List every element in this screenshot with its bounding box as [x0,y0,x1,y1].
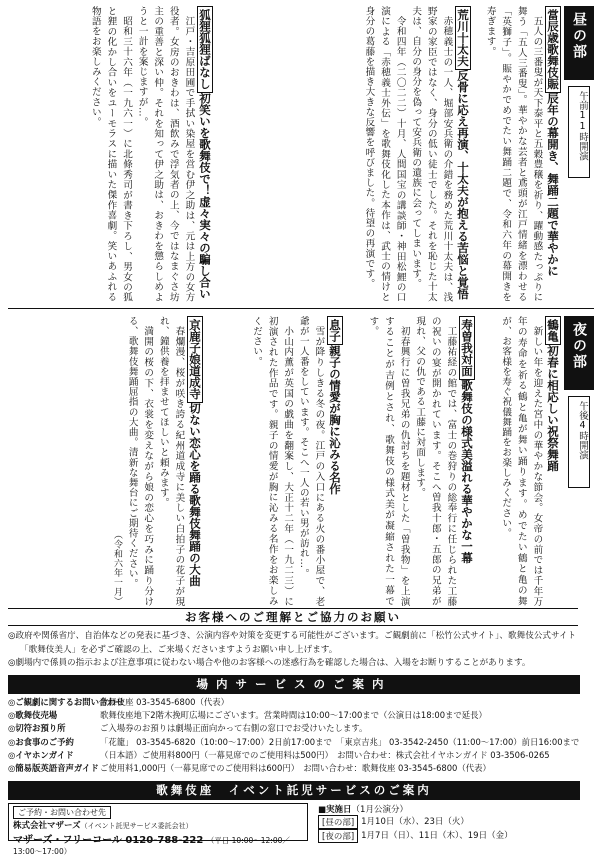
hiru-article-1-title: 辰年の幕開き、舞踊二題で華やかに [546,92,560,277]
hiru-article-2-heading [454,6,470,302]
hiru-article-1 [474,6,560,302]
service-list [8,696,580,775]
kids-yoru-dates: 1月7日（日）、11日（木）、19日（金） [361,831,513,841]
service-row [8,722,580,735]
yoru-time: 午後4時開演 [577,401,588,460]
hiru-article-3-body-1: 江戸・吉原田圃で手拭い染屋を営む伊之助は、元は上方の女方役者。女房のおきわは、酒飲みで浮気者の上、今ではなまぐさ坊主の重善と深い仲。それを知って伊之助は、おきわを懲らしめようと一計を案じますが…。 [136,6,195,302]
yoru-time-badge [568,396,590,488]
hiru-article-2-body-1: 赤穂義士の一人、堀部安兵衛の介錯を務めた荒川十太夫は、浅野家の家臣ではなく、身分の低い徒士でした。それを恥じた十太夫は、自分の身分を偽って安兵衛の遺族に会ってしまいます。 [410,6,453,302]
yoru-article-3-body-1: 雪が降りしきる冬の夜。江戸の入口にある火の番小屋で、老爺が一人番をしています。そこへ一人の若い男が訪れ…。 [297,316,325,606]
service-row-value: 「花籠」 03-3545-6820（10:00〜17:00）2日前17:00まで 「東京吉兆」 03-3542-2450（11:00〜17:00）前日16:00まで [100,736,580,747]
yoru-article-4-date: （令和六年一月） [112,530,123,606]
service-row-key: ◎ご観劇に関するお問い合わせ [8,697,125,707]
kids-tel-line [13,831,303,857]
kids-impl-title: ■実施日 [318,805,352,815]
service-row [8,736,580,749]
kids-tel-hours: （平日 10:00〜12:00／13:00〜17:00） [13,836,290,856]
service-row-key: ◎イヤホンガイド [8,749,74,760]
service-row [8,762,580,775]
hiru-article-3-tag: 狐狸狐狸ばなし [197,6,213,93]
yoru-article-1-body: 新しい年を迎えた宮中の華やかな節会。女帝の前では千年万年の寿命を祈る鶴と亀が舞い踊ります。めでたい鶴と亀の舞が、お客様を寿ぐ祝儀舞踊をお楽しみください。 [500,316,543,606]
hiru-article-1-heading [544,6,560,302]
yoru-article-4 [8,316,202,606]
kids-org: 株式会社マザーズ [13,821,81,831]
section-divider [8,308,594,309]
kids-tel-label: マザーズ・フリーコール [13,835,122,846]
hiru-article-2-title: 反骨に応え再演、十太夫が抱える苦悩と覚悟 [456,69,470,300]
kids-tel[interactable]: 0120-788-222 [125,835,204,846]
yoru-section-label [564,316,594,390]
kids-yoru-label: [夜の部] [318,829,358,843]
hiru-article-3-body-2: 昭和三十六年（一九六一）に北條秀司が書き下ろし、男女の狐と狸の化かし合いをユーモラスに描いた傑作喜劇。笑いあふれる物語をお楽しみください。 [89,6,133,302]
yoru-article-1 [478,316,560,606]
service-row [8,696,580,709]
kids-org-note: （イベント託児サービス委託会社） [80,822,193,830]
yoru-article-2-heading [458,316,474,606]
notice-title: お客様へのご理解とご協力のお願い [8,608,578,626]
service-row [8,709,580,722]
kids-title-bar: 歌舞伎座 イベント託児サービスのご案内 [8,781,580,800]
hiru-time: 午前11時開演 [577,91,588,161]
service-title-bar: 場内サービスのご案内 [8,675,580,694]
yoru-article-4-tag: 京鹿子娘道成寺 [187,316,203,403]
notice-item: ◎政府や関係省庁、自治体などの発表に基づき、公演内容や対策を変更する可能性がございます。ご観劇前に「松竹公式サイト」、歌舞伎公式サイト「歌舞伎美人」を必ずご確認の上、ご来場くださいますようお願い申し上げます。 [8,631,577,655]
yoru-article-4-body-2: 満開の桜の下、衣裳を変えながら娘の恋心を巧みに踊り分ける、歌舞伎舞踊屈指の大曲。清新な舞台にご期待ください。 [126,316,154,606]
kids-yoru-row [318,829,580,843]
kids-hiru-label: [昼の部] [318,815,358,829]
hiru-article-2-body-2: 令和四年（二〇二二）十月、人間国宝の講談師・神田松鯉の口演による「赤穂義士外伝」を歌舞伎化した本作は、武士の情けと身分の葛藤を描き大きな反響を呼びました。待望の再演です。 [363,6,406,302]
yoru-article-3 [206,316,342,606]
notice-item: ◎劇場内で係員の指示および注意事項に従わない場合や他のお客様への迷惑行為を確認した場合は、入場をお断りすることがあります。 [8,658,531,668]
yoru-article-2-tag: 寿曽我対面 [459,316,475,380]
hiru-article-2 [216,6,470,302]
yoru-article-1-title: 初春に相応しい祝祭舞踊 [546,345,560,472]
service-row-value: ご入場券のお預りは劇場正面向かって右側の窓口でお受けいたします。 [100,723,368,734]
yoru-article-4-body-1: 春爛漫、桜が咲き誇る紀州道成寺に美しい白拍子の花子が現れ、鐘供養を拝ませてほしいと頼みます。 [157,316,185,606]
service-row-key: ◎切符お預り所 [8,723,66,734]
kids-org-line [13,819,303,831]
hiru-article-3-heading [196,6,212,302]
service-row-key: ◎簡易版英語音声ガイド [8,763,99,774]
service-row-value: （日本語）ご使用料800円（一幕見席でのご使用料は500円） お問い合わせ：株式会社イヤホンガイド 03-3506-0265 [100,749,550,760]
service-row-key: ◎歌舞伎売場 [8,710,58,721]
service-row-value: 歌舞伎座 03-3545-6800（代表） [100,697,229,707]
yoru-article-2-title: 歌舞伎の様式美溢れる華やかな一幕 [460,379,474,564]
yoru-article-2-body-2: 初春興行に曽我兄弟の仇討ちを題材とした「曽我物」を上演することが吉例とされ、歌舞伎の様式美が凝縮された一幕です。 [367,316,410,606]
yoru-article-2-body-1: 工藤祐経の館では、富士の巻狩りの総奉行に任じられた工藤の祝いの宴が開かれています。そこへ曽我十郎・五郎の兄弟が現れ、父の仇である工藤に対面します。 [414,316,457,606]
service-row-key: ◎お食事のご予約 [8,736,74,747]
yoru-article-3-tag: 息子 [327,316,343,345]
service-row-value: ご使用料1,000円（一幕見席でのご使用料は600円） お問い合わせ：歌舞伎座 03-3545-6800（代表） [100,763,491,774]
hiru-label: 昼の部 [571,12,587,60]
yoru-article-4-title: 切ない恋心を踊る歌舞伎舞踊の大曲 [188,402,202,587]
yoru-article-3-heading [326,316,342,606]
hiru-section-label [564,6,594,80]
hiru-time-badge [568,86,590,178]
yoru-article-4-heading [186,316,202,606]
hiru-article-3 [8,6,212,302]
yoru-article-1-heading [544,316,560,606]
kids-hiru-dates: 1月10日（水）、23日（火） [361,817,469,827]
hiru-article-3-title: 初笑いを歌舞伎で！虚々実々の騙し合い [198,92,212,300]
yoru-article-3-body-2: 小山内薫が英国の戯曲を翻案し、大正十二年（一九二三）に初演された作品です。親子の情愛が胸に沁みる名作をお楽しみください。 [251,316,294,606]
service-row [8,749,580,762]
kids-impl-note: （1月公演分） [351,805,408,815]
kids-dates-box [318,803,580,841]
notice-list [8,630,580,671]
yoru-article-3-title: 親子の情愛が胸に沁みる名作 [328,345,342,495]
hiru-article-1-body: 五人の三番叟が天下泰平と五穀豊穣を祈り、躍動感たっぷりに舞う「五人三番叟」。華やかな芸者と鳶頭が江戸情緒を漂わせる「英獅子」。賑やかでめでたい舞踊二題で、令和六年の幕開きを寿ぎます。 [484,6,543,302]
kids-contact-label: ご予約・お問い合わせ先 [13,806,111,819]
hiru-article-2-tag: 荒川十太夫 [455,6,471,70]
yoru-article-1-tag: 鶴亀 [545,316,561,345]
kids-contact-box [8,803,308,856]
kids-hiru-row [318,815,580,829]
yoru-label: 夜の部 [571,322,587,370]
yoru-article-2 [346,316,474,606]
service-row-value: 歌舞伎座地下2階木挽町広場にございます。営業時間は10:00〜17:00まで（公演日は18:00まで延長） [100,710,487,721]
hiru-article-1-tag: 當辰歳歌舞伎賑 [545,6,561,93]
